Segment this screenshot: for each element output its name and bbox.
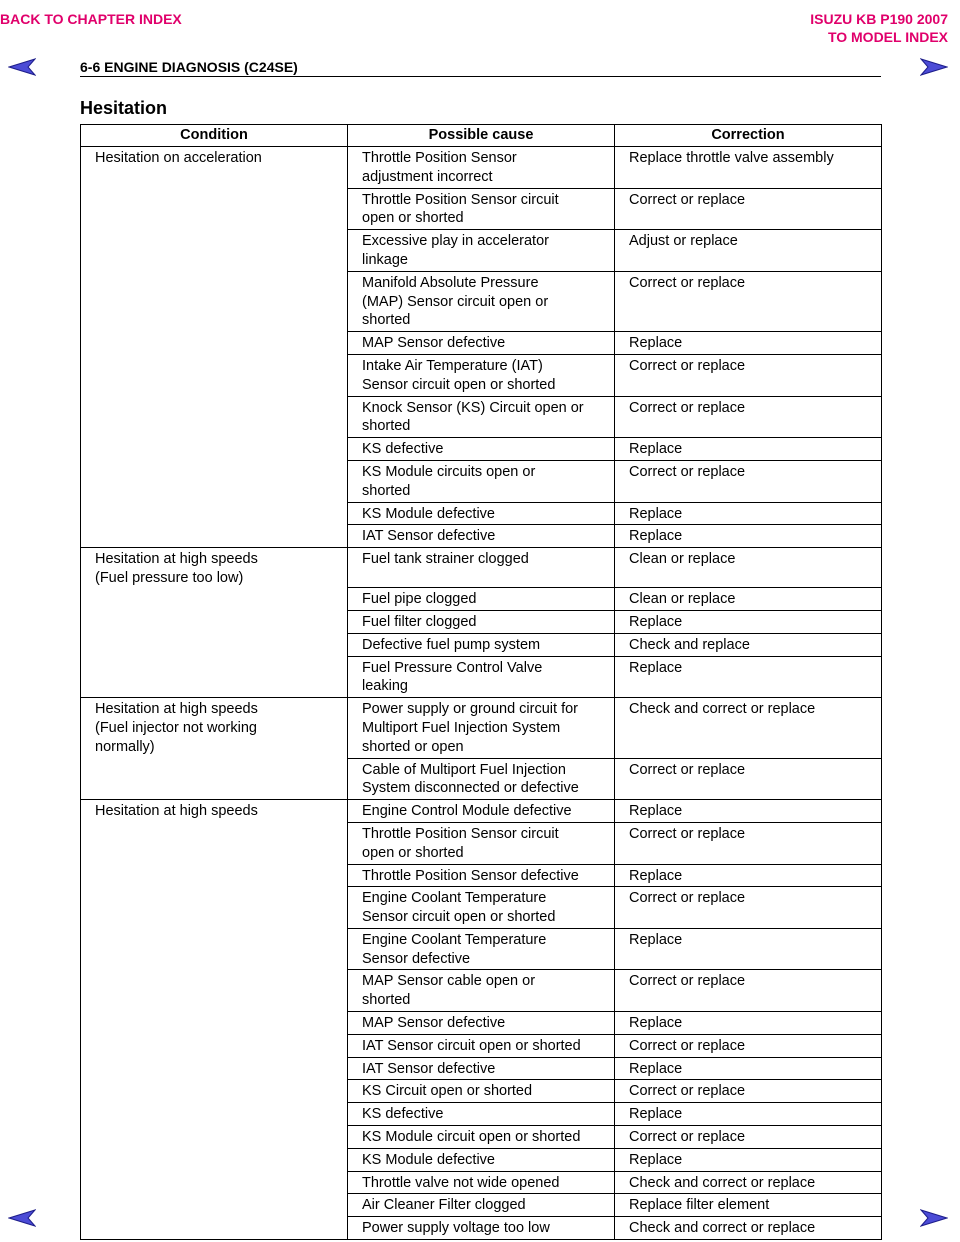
possible-cause-cell: KS Module circuit open or shorted (348, 1126, 615, 1149)
correction-cell: Correct or replace (615, 758, 882, 800)
next-page-arrow-icon[interactable] (920, 58, 948, 76)
possible-cause-cell: KS Module defective (348, 1148, 615, 1171)
possible-cause-cell: Engine Coolant Temperature Sensor defective (348, 928, 615, 970)
condition-cell: Hesitation at high speeds (81, 800, 348, 1240)
table-row (81, 147, 882, 189)
correction-cell: Clean or replace (615, 548, 882, 588)
previous-page-arrow-icon[interactable] (8, 58, 36, 76)
possible-cause-cell: Cable of Multiport Fuel Injection System disconnected or defective (348, 758, 615, 800)
possible-cause-cell: Fuel pipe clogged (348, 588, 615, 611)
correction-cell: Correct or replace (615, 460, 882, 502)
correction-cell: Replace (615, 864, 882, 887)
correction-cell: Correct or replace (615, 1126, 882, 1149)
condition-cell: Hesitation on acceleration (81, 147, 348, 548)
condition-cell: Hesitation at high speeds (Fuel injector not working normally) (81, 698, 348, 800)
column-header-possible-cause: Possible cause (348, 125, 615, 147)
correction-cell: Replace (615, 1148, 882, 1171)
correction-cell: Correct or replace (615, 271, 882, 331)
correction-cell: Replace (615, 1103, 882, 1126)
correction-cell: Replace (615, 656, 882, 698)
correction-cell: Correct or replace (615, 887, 882, 929)
next-page-arrow-icon[interactable] (920, 1209, 948, 1227)
correction-cell: Replace (615, 1057, 882, 1080)
back-to-chapter-index-link[interactable]: BACK TO CHAPTER INDEX (0, 11, 182, 27)
possible-cause-cell: Intake Air Temperature (IAT) Sensor circuit open or shorted (348, 354, 615, 396)
correction-cell: Correct or replace (615, 396, 882, 438)
possible-cause-cell: Air Cleaner Filter clogged (348, 1194, 615, 1217)
possible-cause-cell: Throttle Position Sensor circuit open or shorted (348, 822, 615, 864)
possible-cause-cell: Engine Coolant Temperature Sensor circuit open or shorted (348, 887, 615, 929)
correction-cell: Correct or replace (615, 1034, 882, 1057)
correction-cell: Replace throttle valve assembly (615, 147, 882, 189)
possible-cause-cell: Fuel Pressure Control Valve leaking (348, 656, 615, 698)
possible-cause-cell: Throttle Position Sensor adjustment incorrect (348, 147, 615, 189)
correction-cell: Correct or replace (615, 1080, 882, 1103)
correction-cell: Adjust or replace (615, 230, 882, 272)
column-header-condition: Condition (81, 125, 348, 147)
possible-cause-cell: Engine Control Module defective (348, 800, 615, 823)
possible-cause-cell: IAT Sensor defective (348, 1057, 615, 1080)
correction-cell: Replace (615, 610, 882, 633)
possible-cause-cell: Defective fuel pump system (348, 633, 615, 656)
possible-cause-cell: IAT Sensor defective (348, 525, 615, 548)
table-body (81, 147, 882, 1240)
table-row (81, 548, 882, 588)
possible-cause-cell: Excessive play in accelerator linkage (348, 230, 615, 272)
correction-cell: Clean or replace (615, 588, 882, 611)
correction-cell: Correct or replace (615, 822, 882, 864)
possible-cause-cell: KS Circuit open or shorted (348, 1080, 615, 1103)
possible-cause-cell: Manifold Absolute Pressure (MAP) Sensor circuit open or shorted (348, 271, 615, 331)
page-header-title: 6-6 ENGINE DIAGNOSIS (C24SE) (80, 59, 298, 75)
possible-cause-cell: Throttle valve not wide opened (348, 1171, 615, 1194)
diagnosis-table (80, 124, 882, 1240)
correction-cell: Replace (615, 800, 882, 823)
table-row (81, 800, 882, 823)
correction-cell: Replace (615, 332, 882, 355)
correction-cell: Replace filter element (615, 1194, 882, 1217)
table-row (81, 698, 882, 758)
condition-cell: Hesitation at high speeds (Fuel pressure too low) (81, 548, 348, 698)
possible-cause-cell: KS defective (348, 438, 615, 461)
correction-cell: Replace (615, 502, 882, 525)
correction-cell: Correct or replace (615, 354, 882, 396)
possible-cause-cell: MAP Sensor defective (348, 1012, 615, 1035)
section-title: Hesitation (80, 98, 168, 118)
correction-cell: Check and correct or replace (615, 698, 882, 758)
correction-cell: Check and correct or replace (615, 1171, 882, 1194)
correction-cell: Replace (615, 928, 882, 970)
possible-cause-cell: KS Module circuits open or shorted (348, 460, 615, 502)
possible-cause-cell: KS Module defective (348, 502, 615, 525)
correction-cell: Check and correct or replace (615, 1217, 882, 1240)
table-header-row (81, 125, 882, 147)
possible-cause-cell: Knock Sensor (KS) Circuit open or shorted (348, 396, 615, 438)
correction-cell: Correct or replace (615, 188, 882, 230)
column-header-correction: Correction (615, 125, 882, 147)
correction-cell: Replace (615, 1012, 882, 1035)
correction-cell: Check and replace (615, 633, 882, 656)
correction-cell: Correct or replace (615, 970, 882, 1012)
to-model-index-link[interactable]: TO MODEL INDEX (827, 29, 948, 45)
model-index-title-link[interactable]: ISUZU KB P190 2007 (810, 11, 948, 27)
possible-cause-cell: Power supply voltage too low (348, 1217, 615, 1240)
possible-cause-cell: Power supply or ground circuit for Multiport Fuel Injection System shorted or open (348, 698, 615, 758)
possible-cause-cell: MAP Sensor cable open or shorted (348, 970, 615, 1012)
possible-cause-cell: Throttle Position Sensor circuit open or shorted (348, 188, 615, 230)
possible-cause-cell: Throttle Position Sensor defective (348, 864, 615, 887)
correction-cell: Replace (615, 525, 882, 548)
possible-cause-cell: Fuel filter clogged (348, 610, 615, 633)
possible-cause-cell: MAP Sensor defective (348, 332, 615, 355)
correction-cell: Replace (615, 438, 882, 461)
previous-page-arrow-icon[interactable] (8, 1209, 36, 1227)
header-divider (80, 76, 881, 77)
possible-cause-cell: KS defective (348, 1103, 615, 1126)
possible-cause-cell: Fuel tank strainer clogged (348, 548, 615, 588)
possible-cause-cell: IAT Sensor circuit open or shorted (348, 1034, 615, 1057)
